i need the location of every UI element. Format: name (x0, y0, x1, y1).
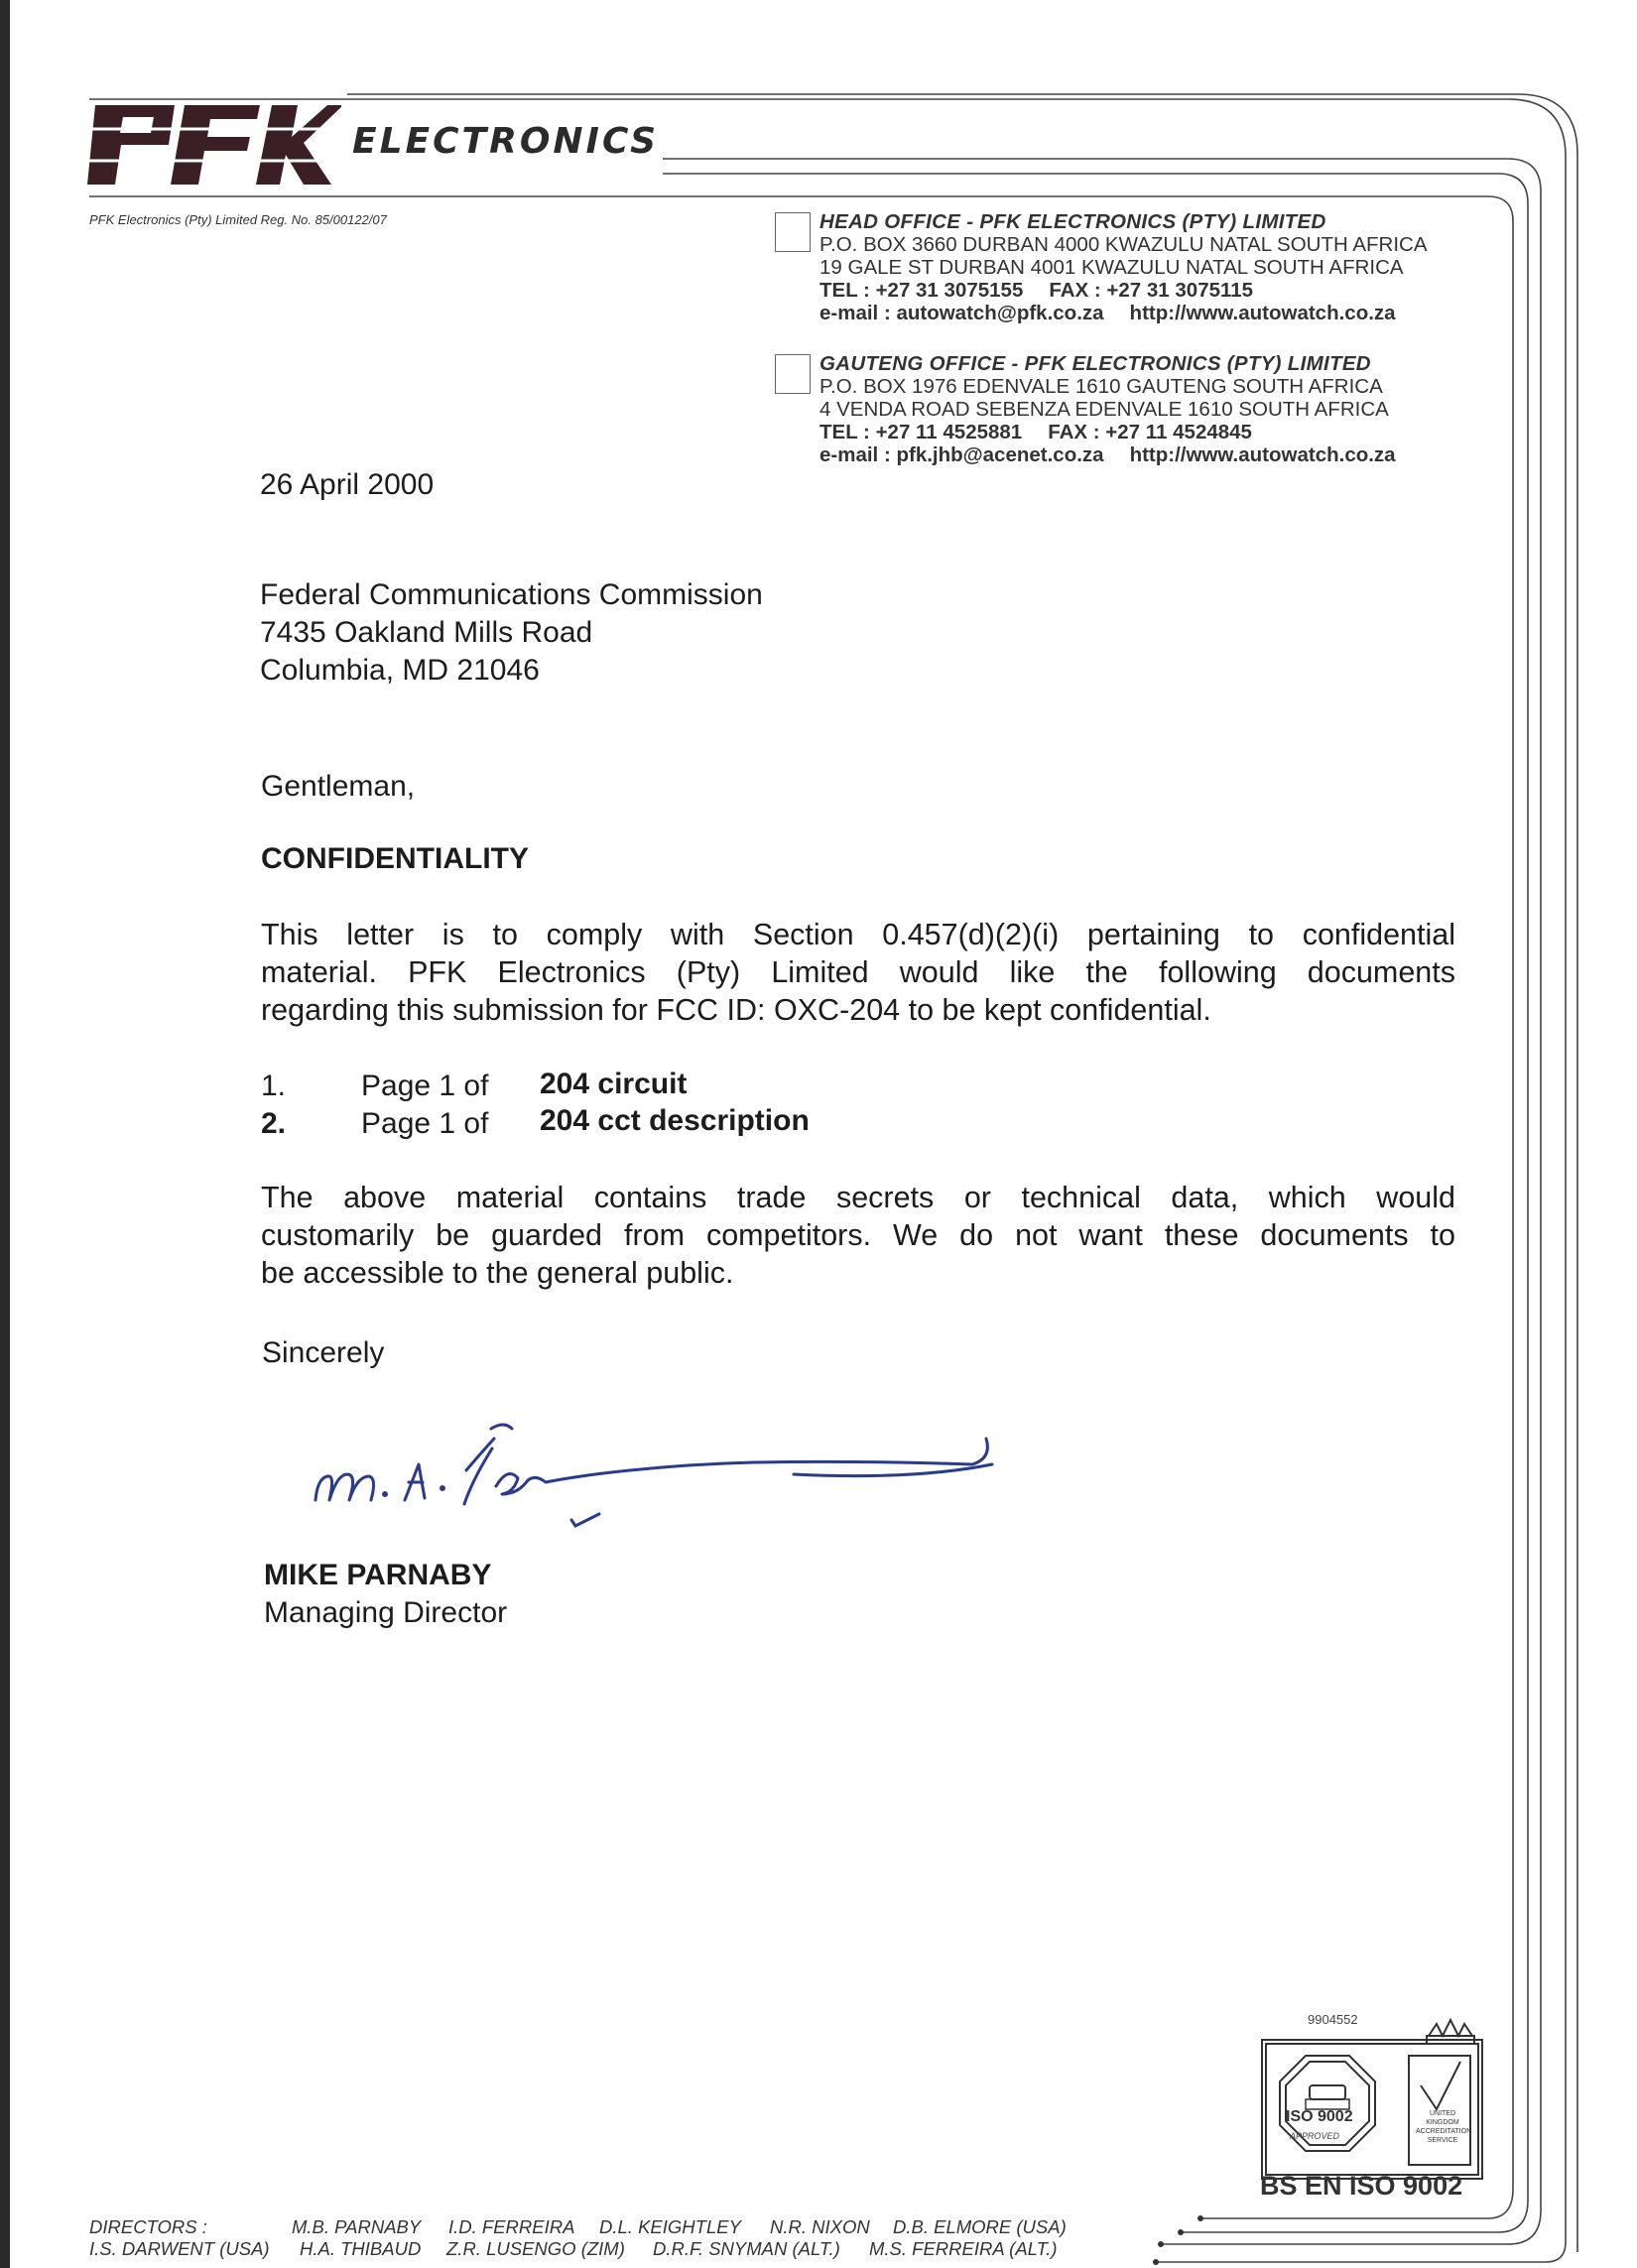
scan-edge (0, 0, 10, 2268)
director: Z.R. LUSENGO (ZIM) (446, 2238, 625, 2259)
director: N.R. NIXON (770, 2216, 870, 2237)
paragraph-2-line: be accessible to the general public. (261, 1256, 734, 1290)
director: M.B. PARNABY (292, 2216, 422, 2237)
directors-label: DIRECTORS : (89, 2216, 207, 2237)
director: M.S. FERREIRA (ALT.) (869, 2238, 1058, 2259)
item-1-number: 1. (261, 1070, 287, 1102)
approved-label: APPROVED (1290, 2131, 1340, 2141)
recipient-line-2: 7435 Oakland Mills Road (260, 616, 593, 649)
signature (298, 1409, 1012, 1558)
gauteng-office-address-1: P.O. BOX 1976 EDENVALE 1610 GAUTENG SOUTH AFRICA (819, 375, 1383, 398)
salutation: Gentleman, (261, 770, 416, 803)
checkbox-gauteng-office (775, 354, 811, 394)
signer-name: MIKE PARNABY (264, 1559, 492, 1591)
paragraph-2-line: customarily be guarded from competitors. We do not want these documents to (261, 1218, 1455, 1252)
closing: Sincerely (262, 1336, 385, 1369)
subject-line: CONFIDENTIALITY (261, 842, 529, 875)
certificate-number: 9904552 (1308, 2012, 1358, 2027)
head-office-block (778, 210, 1428, 324)
gauteng-office-email: e-mail : pfk.jhb@acenet.co.za (819, 443, 1104, 466)
checkbox-head-office (775, 212, 811, 252)
head-office-web: http://www.autowatch.co.za (1129, 302, 1396, 324)
paragraph-1-line: This letter is to comply with Section 0.457(d)(2)(i) pertaining to confidential (261, 918, 1455, 951)
item-2-number: 2. (261, 1107, 287, 1140)
director: D.B. ELMORE (USA) (893, 2216, 1067, 2237)
ukas-label: UNITED KINGDOM ACCREDITATION SERVICE (1416, 2110, 1472, 2144)
paragraph-1 (261, 916, 1455, 1029)
paragraph-1-line: material. PFK Electronics (Pty) Limited would like the following documents (261, 955, 1455, 989)
head-office-address-1: P.O. BOX 3660 DURBAN 4000 KWAZULU NATAL SOUTH AFRICA (819, 233, 1428, 256)
paragraph-2 (261, 1179, 1455, 1292)
item-1-document: 204 circuit (540, 1068, 688, 1100)
head-office-address-2: 19 GALE ST DURBAN 4001 KWAZULU NATAL SOUTH AFRICA (819, 256, 1404, 279)
gauteng-office-block (778, 352, 1396, 466)
head-office-fax: FAX : +27 31 3075115 (1049, 279, 1254, 302)
director: D.L. KEIGHTLEY (599, 2216, 741, 2237)
paragraph-2-line: The above material contains trade secrets or technical data, which would (261, 1181, 1455, 1214)
item-1-page: Page 1 of (361, 1070, 489, 1102)
recipient-line-1: Federal Communications Commission (260, 578, 763, 611)
head-office-tel: TEL : +27 31 3075155 (819, 279, 1024, 302)
director: H.A. THIBAUD (300, 2238, 422, 2259)
gauteng-office-web: http://www.autowatch.co.za (1129, 443, 1396, 466)
director: I.S. DARWENT (USA) (89, 2238, 270, 2259)
gauteng-office-title: GAUTENG OFFICE - PFK ELECTRONICS (PTY) LIMITED (819, 352, 1371, 375)
head-office-title: HEAD OFFICE - PFK ELECTRONICS (PTY) LIMITED (819, 210, 1326, 233)
gauteng-office-tel: TEL : +27 11 4525881 (819, 421, 1023, 443)
pfk-logo (83, 99, 341, 190)
letter-date: 26 April 2000 (260, 468, 435, 501)
paragraph-1-line: regarding this submission for FCC ID: OXC-204 to be kept confidential. (261, 993, 1211, 1027)
iso-label: ISO 9002 (1286, 2108, 1353, 2125)
director: I.D. FERREIRA (448, 2216, 575, 2237)
logo-wordmark: ELECTRONICS (352, 121, 660, 162)
item-2-page: Page 1 of (361, 1107, 489, 1140)
head-office-email: e-mail : autowatch@pfk.co.za (819, 302, 1104, 324)
signer-title: Managing Director (264, 1596, 508, 1629)
standard-label: BS EN ISO 9002 (1260, 2171, 1463, 2201)
gauteng-office-address-2: 4 VENDA ROAD SEBENZA EDENVALE 1610 SOUTH AFRICA (819, 398, 1389, 421)
item-2-document: 204 cct description (540, 1104, 810, 1137)
recipient-line-3: Columbia, MD 21046 (260, 654, 540, 687)
gauteng-office-fax: FAX : +27 11 4524845 (1048, 421, 1252, 443)
registration-number: PFK Electronics (Pty) Limited Reg. No. 85/00122/07 (89, 212, 387, 227)
director: D.R.F. SNYMAN (ALT.) (653, 2238, 840, 2259)
